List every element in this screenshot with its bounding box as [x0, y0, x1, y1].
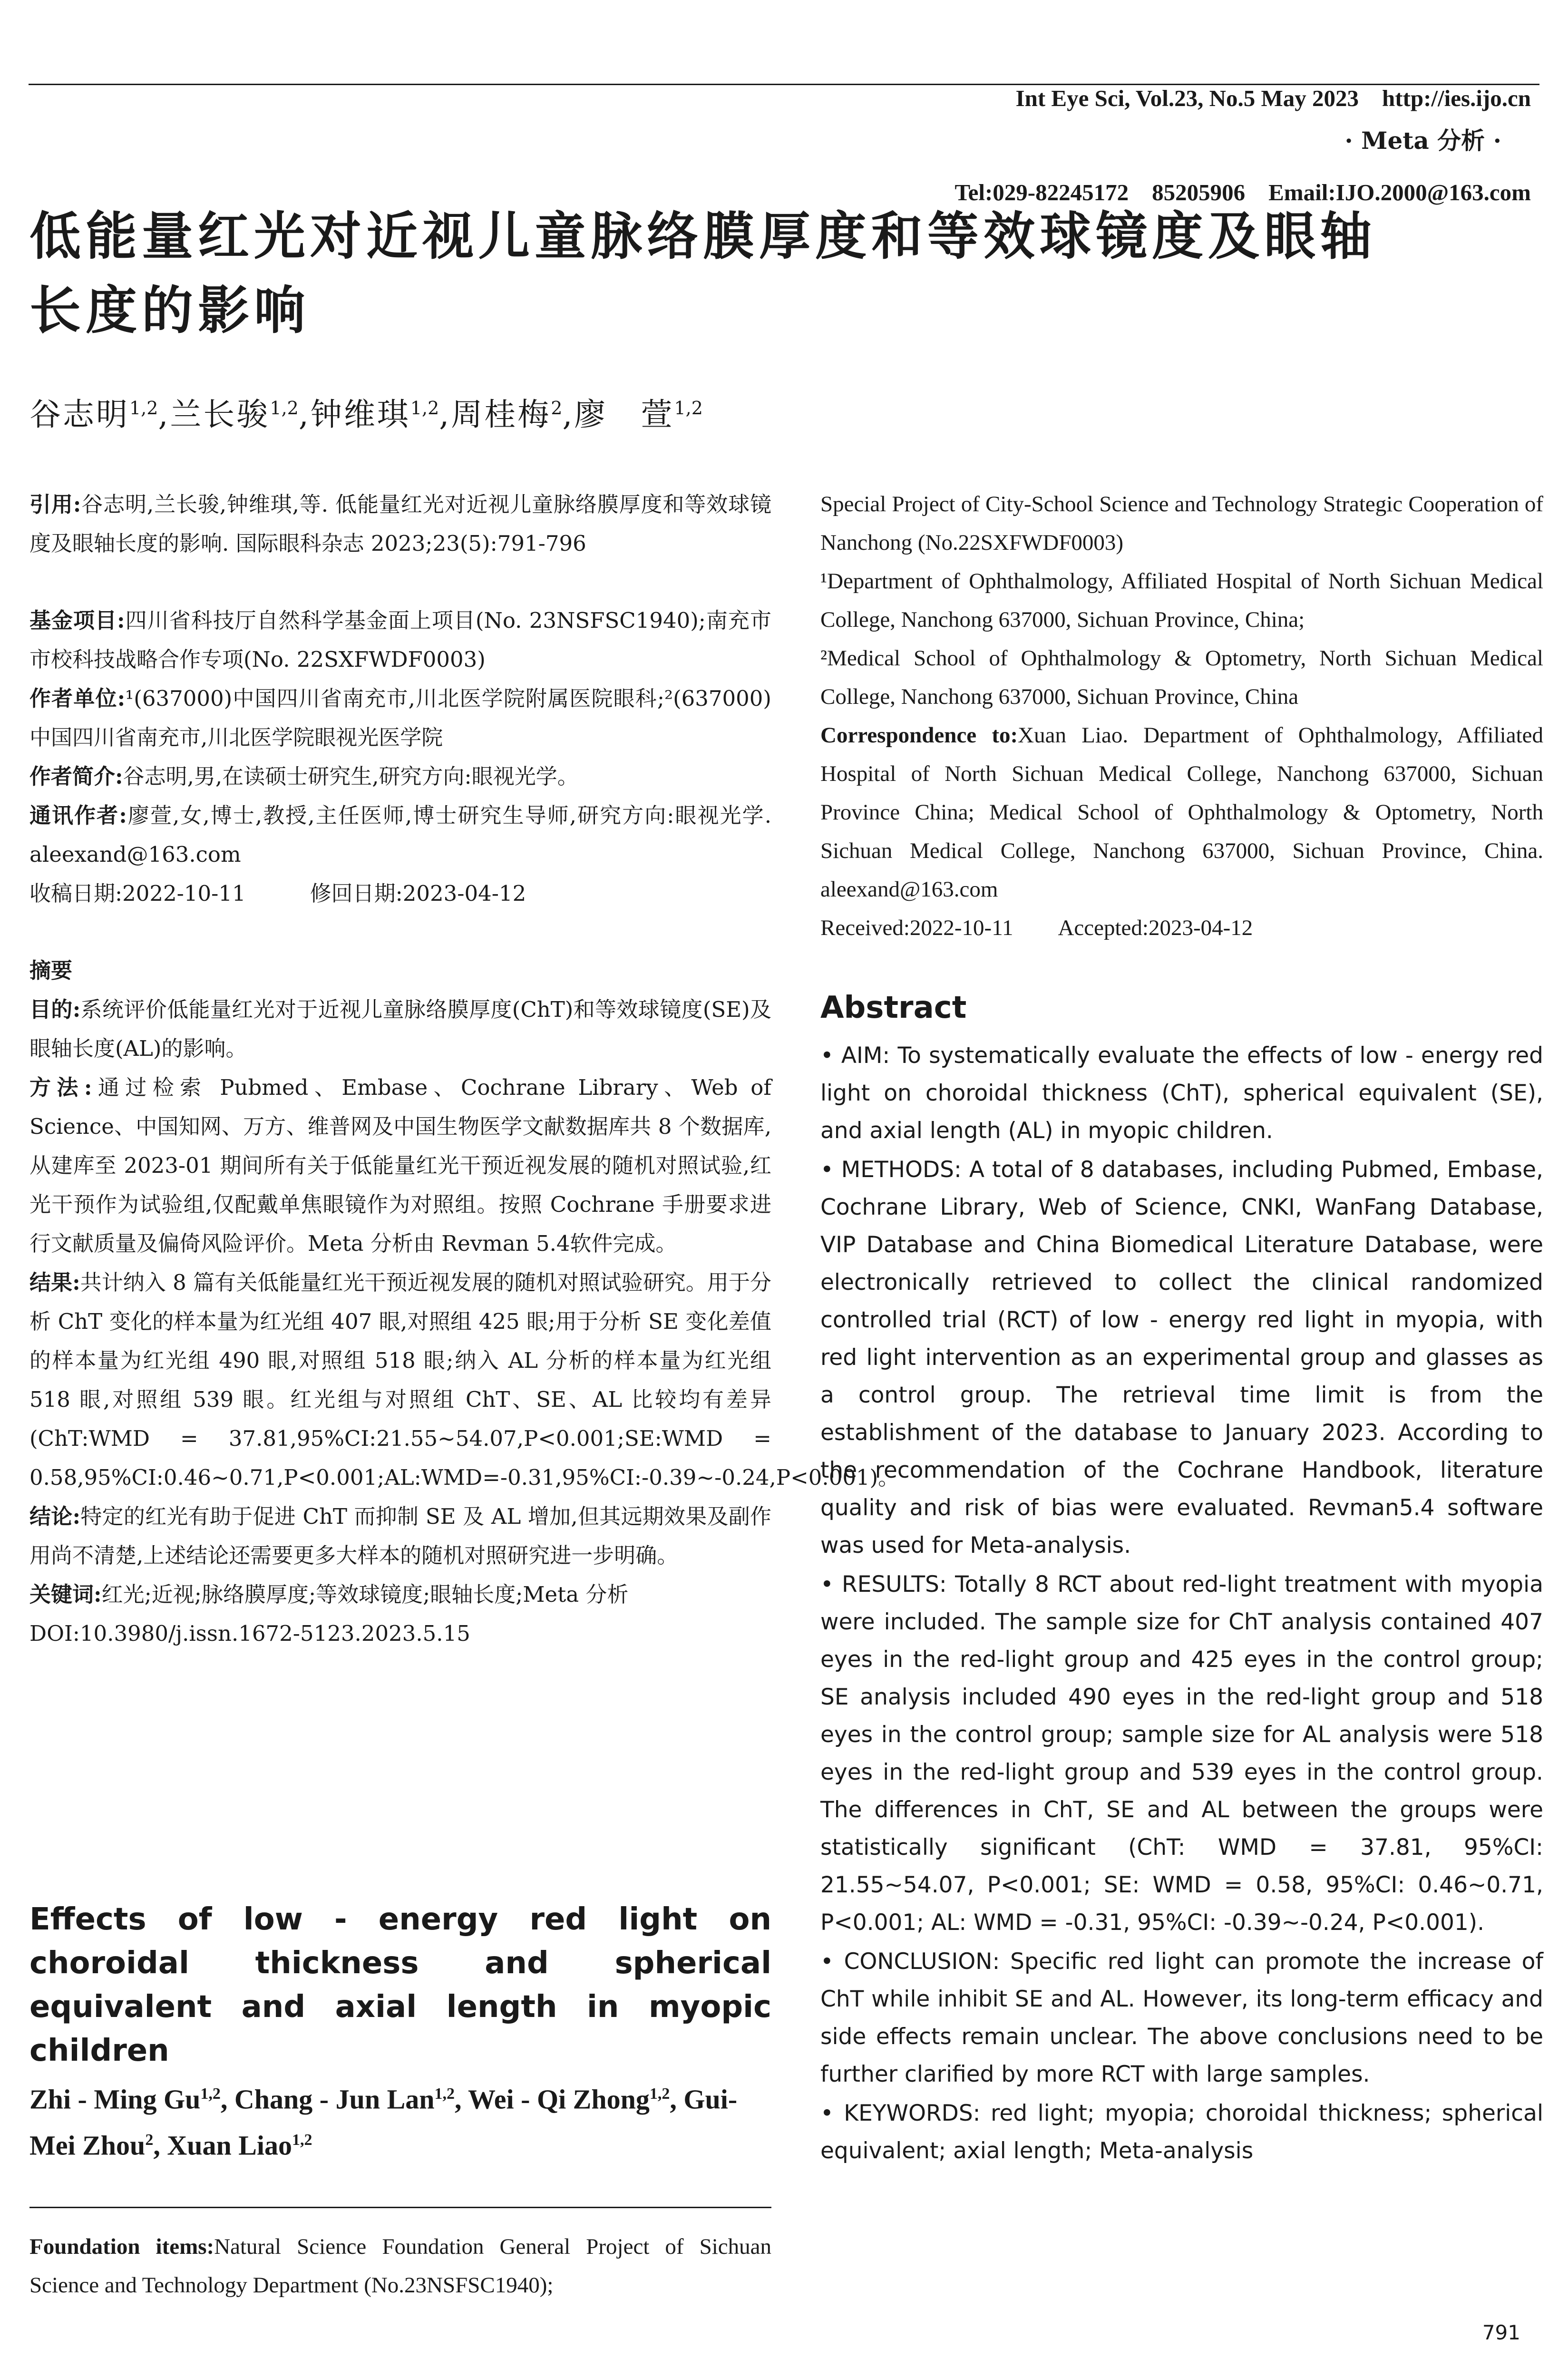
author-affil-sup: 1,2 [270, 398, 299, 419]
author-name: ,廖 萱 [562, 396, 674, 433]
results-en [820, 1566, 1543, 1941]
obj-text: 系统评价低能量红光对于近视儿童脉络膜厚度(ChT)和等效球镜度(SE)及眼轴长度(AL)的影响。 [29, 997, 771, 1061]
meth-label: 方法: [29, 1075, 92, 1100]
corresponding-author [29, 796, 771, 874]
affiliation-2: ²Medical School of Ophthalmology & Optometry, North Sichuan Medical College, Nanchong 637000, Sichuan Province, China [820, 646, 1543, 709]
conc-label: 结论: [29, 1504, 81, 1529]
doi: DOI:10.3980/j.issn.1672-5123.2023.5.15 [29, 1621, 470, 1646]
conc-text: 特定的红光有助于促进 ChT 而抑制 SE 及 AL 增加,但其远期效果及副作用尚不清楚,上述结论还需要更多大样本的随机对照研究进一步明确。 [29, 1504, 771, 1568]
author-bio [29, 757, 771, 796]
corr-text: 廖萱,女,博士,教授,主任医师,博士研究生导师,研究方向:眼视光学. aleexand@163.com [29, 803, 771, 867]
article-title-cn [29, 200, 1542, 348]
author-name: ,周桂梅 [439, 396, 551, 433]
aim-text: To systematically evaluate the effects of low - energy red light on choroidal thickness (ChT), spherical equivalent (SE), and axial length (AL) in myopic children. [820, 1042, 1543, 1144]
foundation-label: Foundation items: [29, 2234, 214, 2259]
author-name-en: Zhi - Ming Gu [29, 2084, 201, 2115]
unit-text: ¹(637000)中国四川省南充市,川北医学院附属医院眼科;²(637000)中国四川省南充市,川北医学院眼视光医学院 [29, 686, 771, 750]
methods-cn [29, 1068, 771, 1263]
fund-label: 基金项目: [29, 608, 125, 633]
author-affil-sup: 2 [145, 2131, 154, 2149]
author-affil-sup: 1,2 [129, 398, 158, 419]
authors-cn [29, 389, 703, 434]
correspondence-label: Correspondence to: [820, 723, 1018, 748]
results-label: • RESULTS: [820, 1571, 947, 1598]
keywords-en [820, 2094, 1543, 2170]
author-name-en: , Gui-Mei Zhou [29, 2084, 738, 2161]
res-label: 结果: [29, 1270, 80, 1295]
footnote-rule [29, 2207, 771, 2208]
bio-text: 谷志明,男,在读硕士研究生,研究方向:眼视光学。 [123, 764, 579, 789]
fund-text: 四川省科技厅自然科学基金面上项目(No. 23NSFSC1940);南充市市校科技战略合作专项(No. 22SXFWDF0003) [29, 608, 771, 672]
author-affil-sup: 1,2 [649, 2085, 670, 2103]
foundation-items [29, 2228, 771, 2305]
right-column-front [820, 485, 1543, 947]
aim-label: • AIM: [820, 1042, 890, 1069]
conclusion-text: Specific red light can promote the increase of ChT while inhibit SE and AL. However, its long-term efficacy and side effects remain unclear. The above conclusions need to be further clarified by more RCT with large samples. [820, 1948, 1543, 2087]
title-line-2: 长度的影响 [29, 281, 311, 341]
methods-label: • METHODS: [820, 1157, 962, 1183]
author-affil-sup: 1,2 [410, 398, 439, 419]
authors-en [29, 2074, 771, 2166]
unit-label: 作者单位: [29, 686, 126, 711]
section-tag: · Meta 分析 · [1344, 127, 1501, 155]
author-name: 谷志明 [29, 396, 129, 433]
corr-label: 通讯作者: [29, 803, 127, 828]
header-rule [29, 84, 1539, 85]
meth-text: 通过检索 Pubmed、Embase、Cochrane Library、Web of Science、中国知网、万方、维普网及中国生物医学文献数据库共 8 个数据库,从建库至 2023-01 期间所有关于低能量红光干预近视发展的随机对照试验,红光干预作为试验组,仅配戴单焦眼镜作为对照组。按照 Cochrane 手册要求进行文献质量及偏倚风险评价。Meta 分析由 Revman 5.4软件完成。 [29, 1075, 771, 1256]
conclusion-label: • CONCLUSION: [820, 1948, 1000, 1975]
citation [29, 485, 771, 563]
methods-en [820, 1151, 1543, 1564]
author-affil-sup: 2 [551, 398, 563, 419]
obj-label: 目的: [29, 997, 81, 1022]
keywords-label: • KEYWORDS: [820, 2100, 981, 2126]
author-affil-sup: 1,2 [200, 2085, 221, 2103]
author-unit [29, 679, 771, 757]
citation-text: 谷志明,兰长骏,钟维琪,等. 低能量红光对近视儿童脉络膜厚度和等效球镜度及眼轴长度的影响. 国际眼科杂志 2023;23(5):791-796 [29, 492, 771, 556]
correspondence-text: Xuan Liao. Department of Ophthalmology, Affiliated Hospital of North Sichuan Medical College, Nanchong 637000, Sichuan Province China; Medical School of Ophthalmology & Optometry, North Sichuan Medical College, Nanchong 637000, Sichuan Province, China. aleexand@163.com [820, 723, 1543, 902]
author-name: ,兰长骏 [158, 396, 270, 433]
abstract-en [820, 1037, 1543, 2171]
author-name-en: , Xuan Liao [153, 2130, 292, 2161]
affiliation-1: ¹Department of Ophthalmology, Affiliated Hospital of North Sichuan Medical College, Nanchong 637000, Sichuan Province, China; [820, 569, 1543, 632]
journal-line: Int Eye Sci, Vol.23, No.5 May 2023 http://ies.ijo.cn [1015, 85, 1531, 111]
bio-label: 作者简介: [29, 764, 123, 789]
conclusion-cn [29, 1497, 771, 1575]
author-affil-sup: 1,2 [434, 2085, 455, 2103]
methods-text: A total of 8 databases, including Pubmed, Embase, Cochrane Library, Web of Science, CNKI, WanFang Database, VIP Database and China Biomedical Literature Database, were electronically retrieved to collect the clinical randomized controlled trial (RCT) of low - energy red light in myopia, with red light intervention as an experimental group and glasses as a control group. The retrieval time limit is from the establishment of the database to January 2023. According to the recommendation of the Cochrane Handbook, literature quality and risk of bias were evaluated. Revman5.4 software was used for Meta-analysis. [820, 1157, 1543, 1559]
citation-label: 引用: [29, 492, 81, 517]
dates-cn: 收稿日期:2022-10-11 修回日期:2023-04-12 [29, 881, 526, 906]
author-affil-sup: 1,2 [674, 398, 703, 419]
aim [820, 1037, 1543, 1150]
conclusion-en [820, 1943, 1543, 2093]
fund [29, 601, 771, 679]
foundation-continued: Special Project of City-School Science and Technology Strategic Cooperation of Nanchong (No.22SXFWDF0003) [820, 492, 1543, 555]
kw-text: 红光;近视;脉络膜厚度;等效球镜度;眼轴长度;Meta 分析 [101, 1582, 629, 1607]
objective [29, 990, 771, 1068]
author-name: ,钟维琪 [298, 396, 410, 433]
res-text: 共计纳入 8 篇有关低能量红光干预近视发展的随机对照试验研究。用于分析 ChT 变化的样本量为红光组 407 眼,对照组 425 眼;用于分析 SE 变化差值的样本量为红光组 490 眼,对照组 518 眼;纳入 AL 分析的样本量为红光组 518 眼,对照组 539 眼。红光组与对照组 ChT、SE、AL 比较均有差异(ChT:WMD = 37.81,95%CI:21.55~54.07,P<0.001;SE:WMD = 0.58,95%CI:0.46~0.71,P<0.001;AL:WMD=-0.31,95%CI:-0.39~-0.24,P<0.001)。 [29, 1270, 900, 1490]
results-text: Totally 8 RCT about red-light treatment with myopia were included. The sample size for ChT analysis contained 407 eyes in the red-light group and 425 eyes in the control group; SE analysis included 490 eyes in the red-light group and 518 eyes in the control group; sample size for AL analysis were 518 eyes in the red-light group and 539 eyes in the control group. The differences in ChT, SE and AL between the groups were statistically significant (ChT: WMD = 37.81, 95%CI: 21.55~54.07, P<0.001; SE: WMD = 0.58, 95%CI: 0.46~0.71, P<0.001; AL: WMD = -0.31, 95%CI: -0.39~-0.24, P<0.001). [820, 1571, 1544, 1936]
author-name-en: , Chang - Jun Lan [220, 2084, 435, 2115]
page-number: 791 [1482, 2321, 1520, 2344]
keywords-cn [29, 1575, 771, 1614]
foundation-text: Natural Science Foundation General Project of Sichuan Science and Technology Department (No.23NSFSC1940); [29, 2234, 772, 2298]
abstract-heading-cn: 摘要 [29, 958, 73, 983]
article-title-en: Effects of low - energy red light on choroidal thickness and spherical equivalent and axial length in myopic children [29, 1902, 771, 2068]
results-cn [29, 1263, 900, 1497]
keywords-text: red light; myopia; choroidal thickness; spherical equivalent; axial length; Meta-analysis [820, 2100, 1543, 2164]
abstract-heading-en: Abstract [820, 990, 967, 1025]
title-line-1: 低能量红光对近视儿童脉络膜厚度和等效球镜度及眼轴 [29, 207, 1377, 266]
received-accepted: Received:2022-10-11 Accepted:2023-04-12 [820, 916, 1253, 940]
correspondence [820, 716, 1543, 909]
contact-line: Tel:029-82245172 85205906 Email:IJO.2000@163.com [954, 179, 1531, 205]
author-name-en: , Wei - Qi Zhong [455, 2084, 650, 2115]
kw-label: 关键词: [29, 1582, 102, 1607]
author-affil-sup: 1,2 [292, 2131, 312, 2149]
